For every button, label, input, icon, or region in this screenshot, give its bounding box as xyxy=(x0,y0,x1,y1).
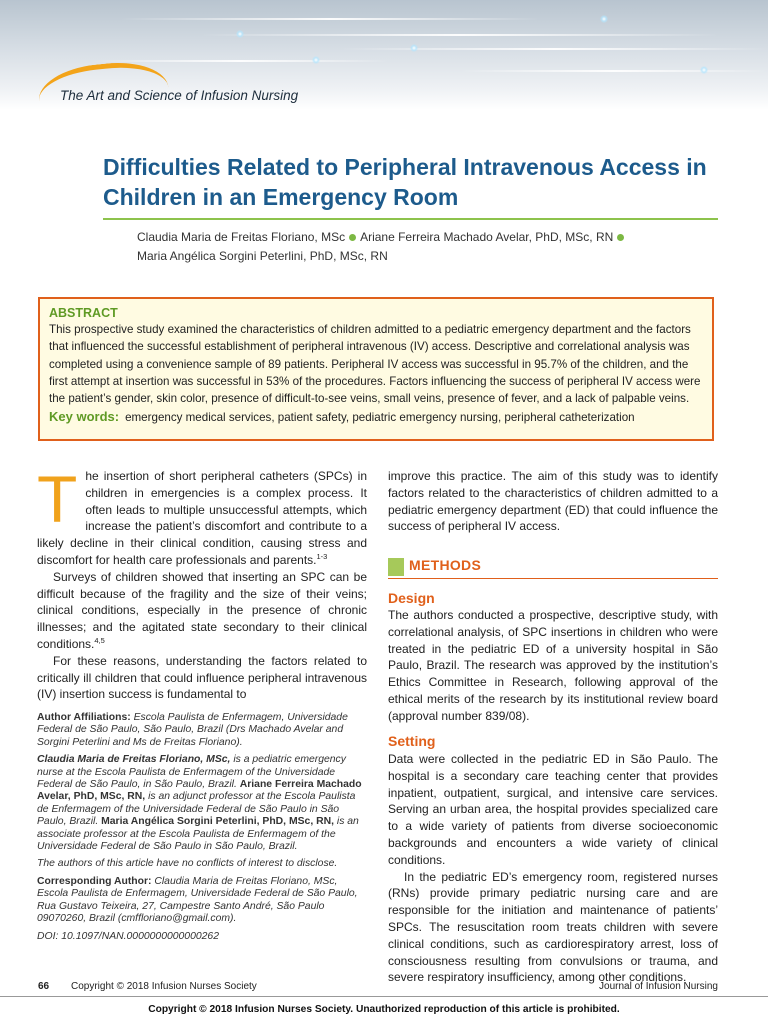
title-divider xyxy=(103,218,718,220)
copyright-notice: Copyright © 2018 Infusion Nurses Society. Unauthorized reproduction of this article is prohibited. xyxy=(148,1004,620,1015)
methods-section-heading: METHODS xyxy=(388,556,718,578)
setting-paragraph: Data were collected in the pediatric ED in São Paulo. The hospital is a secondary care teaching center that provides inpatient, outpatient, surgical, and intensive care services. Serving an urban area, the hospital provides specialized care to a wide variety of patients from diverse socioeconomic backgrounds and encounters a wide variety of clinical conditions. xyxy=(388,752,718,867)
author-name: Claudia Maria de Freitas Floriano, MSc xyxy=(137,230,346,244)
intro-paragraph: Surveys of children showed that inserting an SPC can be difficult because of the fragility and the size of their veins; clinical conditions, especially in the presence of chronic illnesses; and the agitated state secondary to their clinical conditions.$^{4,5}$ xyxy=(37,569,367,651)
abstract-text: This prospective study examined the characteristics of children admitted to a pediatric emergency department and the factors that influenced the successful establishment of peripheral intravenous (IV) access. Descriptive and correlational analysis was completed using a convenience sample of 89 patients. Peripheral IV access was successful in 95.7% of the children, and the first attempt at insertion was successful in 53% of the procedures. Factors influencing the success of peripheral IV access were the patient’s gender, skin color, presence of difficult-to-see veins, small veins, presence of fever, and a lack of palpable veins. xyxy=(49,323,701,406)
footer-copyright: Copyright © 2018 Infusion Nurses Society xyxy=(71,981,257,992)
intro-paragraph: The insertion of short peripheral catheters (SPCs) in children in emergencies is a complex process. It often leads to multiple unsuccessful attempts, which increase the patient’s discomfort and contribute to a likely decline in their clinical condition, causing stress and discomfort for health care professionals and parents.$^{1-3}$ xyxy=(37,462,367,567)
doi: DOI: 10.1097/NAN.0000000000000262 xyxy=(37,930,219,942)
bullet-separator xyxy=(617,234,624,241)
design-section xyxy=(388,607,718,725)
drop-cap: T xyxy=(37,462,78,536)
page-number: 66 xyxy=(38,981,50,992)
design-subheading: Design xyxy=(388,590,435,606)
bullet-separator xyxy=(349,234,356,241)
keywords-line xyxy=(49,408,703,427)
intro-paragraph: For these reasons, understanding the factors related to critically ill children that could influence peripheral intravenous (IV) insertion success is fundamental to xyxy=(37,653,367,702)
reference-citation: 1-3 xyxy=(316,551,328,561)
footer-journal-name: Journal of Infusion Nursing xyxy=(599,981,718,992)
reference-citation: 4,5 xyxy=(94,635,105,645)
author-name: Ariane Ferreira Machado Avelar, PhD, MSc, RN xyxy=(360,230,614,244)
corresponding-author-label: Corresponding Author: xyxy=(37,875,152,887)
setting-subheading: Setting xyxy=(388,733,436,749)
conflict-of-interest: The authors of this article have no conflicts of interest to disclose. xyxy=(37,858,338,870)
intro-continued xyxy=(388,468,718,535)
intro-paragraph: improve this practice. The aim of this study was to identify factors related to the characteristics of children admitted to a pediatric emergency department (ED) that could influence the success of peripheral IV access. xyxy=(388,469,718,534)
article-title: Difficulties Related to Peripheral Intravenous Access in Children in an Emergency Room xyxy=(103,154,707,210)
journal-tagline: The Art and Science of Infusion Nursing xyxy=(60,88,299,103)
design-paragraph: The authors conducted a prospective, descriptive study, with correlational analysis, of SPC insertions in children who were treated in the pediatric ED of a university hospital in São Paulo, Brazil. The research was approved by the institution’s Ethics Committee in Research, following approval of the ethical merits of the research by its institutional review board (approval number 839/08). xyxy=(388,608,718,723)
page-footer xyxy=(38,981,718,995)
keywords-text: emergency medical services, patient safety, pediatric emergency nursing, peripheral catheterization xyxy=(125,411,635,425)
intro-column xyxy=(37,462,367,703)
footer-divider xyxy=(0,996,768,997)
author-name: Maria Angélica Sorgini Peterlini, PhD, MSc, RN xyxy=(137,249,388,263)
abstract-heading: ABSTRACT xyxy=(49,306,118,320)
keywords-label: Key words: xyxy=(49,409,120,425)
journal-banner xyxy=(0,0,768,110)
affiliations-label: Author Affiliations: xyxy=(37,712,131,723)
setting-paragraph: In the pediatric ED’s emergency room, registered nurses (RNs) provide primary pediatric nursing care and are responsible for the initiation and maintenance of patients’ SPCs. The resuscitation room treats children with severe clinical conditions, such as cardiorespiratory arrest, loss of consciousness resulting from convulsions or trauma, and severe respiratory insufficiency, among other conditions. xyxy=(388,869,718,985)
abstract-box xyxy=(38,297,714,441)
setting-section xyxy=(388,751,718,986)
author-list xyxy=(137,228,727,266)
author-affiliations: Author Affiliations: Escola Paulista de Enfermagem, Universidade Federal de São Paulo, São Paulo, Brazil (Drs Machado Avelar and Sorgini Peterlini and Ms de Freitas Floriano). Claudia Maria de Freitas Floriano, MSc, is a pediatric emergency nurse at the Escola Paulista de Enfermagem of the Universidade Federal de São Paulo, in São Paulo, Brazil. Ariane Ferreira Machado Avelar, PhD, MSc, RN, is an adjunct professor at the Escola Paulista de Enfermagem of the Universidade Federal de São Paulo in São Paulo, Brazil. Maria Angélica Sorgini Peterlini, PhD, MSc, RN, is an associate professor at the Escola Paulista de Enfermagem of the Universidade Federal de São Paulo in São Paulo, Brazil. The authors of this article have no conflicts of interest to disclose. Corresponding Author: Claudia Maria de Freitas Floriano, MSc, Escola Paulista de Enfermagem, Universidade Federal de São Paulo, Rua Gustavo Teixeira, 27, Campestre Santo André, São Paulo 09070260, Brazil (cmffloriano@gmail.com). DOI: 10.1097/NAN.0000000000000262 xyxy=(37,712,362,942)
